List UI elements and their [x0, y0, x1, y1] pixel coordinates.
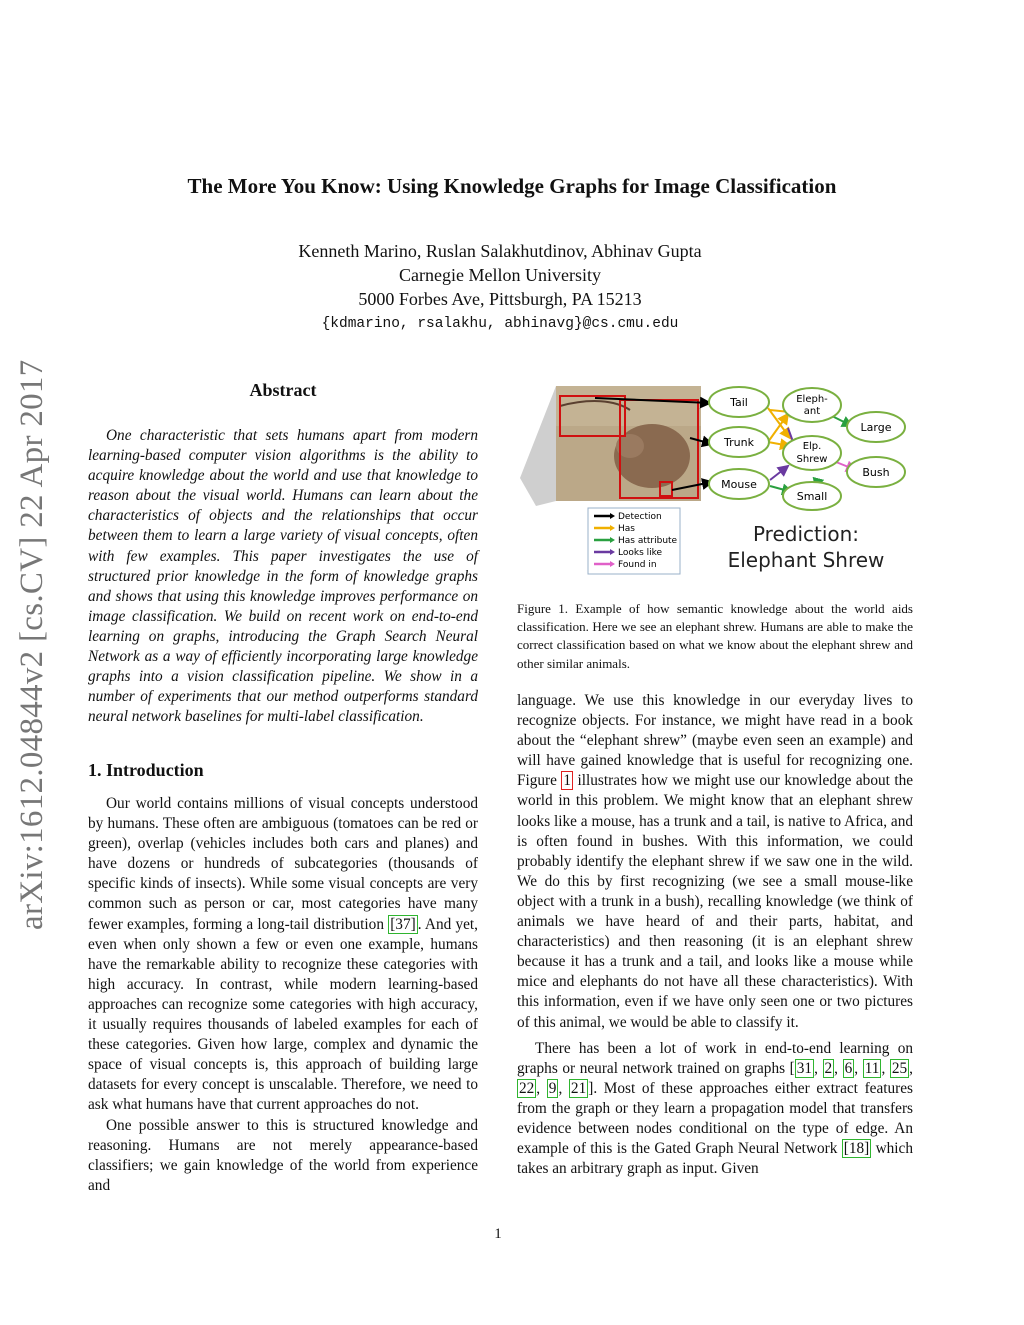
citation-link[interactable]: 22	[519, 1079, 535, 1097]
node-bush	[847, 457, 905, 487]
figure-reference-link[interactable]: 1	[563, 772, 572, 790]
svg-text:Tail: Tail	[730, 396, 748, 409]
abstract-body	[88, 426, 478, 727]
text-span: . Most of these approaches either extract features from the graph or they learn a propagation model that transfers evidence between nodes conditional on the type of edge. An example of this is the Gated Graph Neural Network	[517, 1079, 913, 1158]
abstract-text: One characteristic that sets humans apart from modern learning-based computer vision algorithms is the ability to acquire knowledge about the world and use that knowledge to reason about the visual world. Humans can learn about the characteristics of objects and the relationships that occur between them to learn a large variety of visual concepts, often with few examples. This paper investigates the use of structured prior knowledge in the form of knowledge graphs and shows that using this knowledge improves performance on image classification. We build on recent work on end-to-end learning on graphs, introducing the Graph Search Neural Network as a way of efficiently incorporating large knowledge graphs into a vision classification pipeline. We show in a number of experiments that our method outperforms standard neural network baselines for multi-label classification.	[88, 427, 478, 726]
page-number: 1	[494, 1226, 502, 1242]
prediction-value: Elephant Shrew	[727, 548, 885, 572]
address: 5000 Forbes Ave, Pittsburgh, PA 15213	[358, 289, 642, 309]
svg-text:Trunk: Trunk	[724, 436, 754, 449]
svg-text:Shrew: Shrew	[796, 454, 828, 465]
legend-label: Found in	[618, 560, 657, 570]
node-large	[847, 412, 905, 442]
citation-link[interactable]: 11	[864, 1059, 880, 1077]
svg-text:Eleph-: Eleph-	[796, 394, 828, 405]
svg-text:Elp.: Elp.	[802, 441, 822, 452]
abstract-heading: Abstract	[249, 380, 317, 400]
legend-label: Has	[618, 524, 635, 534]
citation-link[interactable]: 6	[844, 1059, 853, 1077]
figure-1	[520, 378, 920, 588]
figure-legend	[588, 508, 680, 574]
intro-body	[88, 794, 478, 1196]
legend-label: Looks like	[618, 548, 663, 558]
legend-label: Detection	[618, 512, 662, 522]
right-column-body	[517, 691, 913, 1179]
citation-link[interactable]: [37]	[390, 915, 416, 933]
text-span: Our world contains millions of visual concepts understood by humans. These often are ambiguous (tomatoes can be red or green), overlap (vehicles includes both cars and planes) and have dozens or hundreds of subcategories (thousands of specific kinds of insects). While some visual concepts are very common such as person or car, most categories have many fewer examples, forming a long-tail distribution	[88, 795, 478, 933]
right-paragraph-1	[517, 691, 913, 1033]
intro-paragraph-2: One possible answer to this is structured knowledge and reasoning. Humans are not merely appearance-based classifiers; we gain knowledge of the world from experience and	[88, 1116, 478, 1194]
citation-link[interactable]: [18]	[843, 1140, 870, 1158]
shrew-photo	[520, 386, 701, 506]
node-trunk	[709, 427, 769, 457]
svg-text:Large: Large	[860, 421, 892, 434]
text-span: . And yet, even when only shown a few or even one example, humans have the remarkable ability to recognize these categories with high accuracy. In contrast, while modern learning-based approaches can recognize some categories with high accuracy, it usually requires thousands of labeled examples for each of these categories. Given how large, complex and dynamic the space of visual concepts is, this approach of building large datasets for every concept is unscalable. Therefore, we need to ask what humans have that current approaches do not.	[88, 915, 478, 1114]
node-mouse	[709, 469, 769, 499]
right-paragraph-2: There has been a lot of work in end-to-end learning on graphs or neural network trained on graphs [ 31 , 2 , 6 , 11 , 25 , 22 , 9 , 21 ]. Most of these approaches either extract features from the graph or they learn a propagation model that transfers evidence between nodes conditional on the type of edge. An example of this is the Gated Graph Neural Network [18] which takes an arbitrary graph as input. Given	[517, 1039, 913, 1178]
citation-link[interactable]: 9	[548, 1079, 557, 1097]
citation-link[interactable]: 31	[796, 1059, 813, 1077]
prediction-label: Prediction:	[752, 522, 860, 546]
svg-text:Small: Small	[796, 490, 828, 503]
node-tail	[709, 387, 769, 417]
svg-text:Mouse: Mouse	[721, 478, 757, 491]
svg-text:Bush: Bush	[862, 466, 890, 479]
node-elephant	[783, 388, 841, 422]
citation-link[interactable]: 2	[824, 1059, 833, 1077]
svg-text:ant: ant	[803, 406, 821, 417]
authors: Kenneth Marino, Ruslan Salakhutdinov, Abhinav Gupta	[298, 241, 702, 261]
paper-title: The More You Know: Using Knowledge Graphs for Image Classification	[187, 174, 837, 198]
legend-label: Has attribute	[618, 536, 678, 546]
node-small	[783, 482, 841, 510]
email: {kdmarino, rsalakhu, abhinavg}@cs.cmu.edu	[321, 316, 679, 332]
intro-paragraph-1	[88, 794, 478, 1116]
text-span: language. We use this knowledge in our everyday lives to recognize objects. For instance, we might have read in a book about the “elephant shrew” (maybe even seen an example) and will have gained knowledge that is useful for recognizing one. Figure	[517, 692, 913, 790]
arxiv-stamp: arXiv:1612.04844v2 [cs.CV] 22 Apr 2017	[14, 359, 50, 930]
node-elephant-shrew	[783, 436, 841, 470]
section-heading-introduction: 1. Introduction	[88, 760, 204, 780]
text-span: There has been a lot of work in end-to-end learning on graphs or neural network trained on graphs	[517, 1039, 913, 1077]
citation-link[interactable]: 25	[891, 1059, 908, 1077]
citation-link[interactable]: 21	[570, 1079, 587, 1097]
text-span: which takes an arbitrary graph as input. Given	[517, 1140, 913, 1178]
citation-list: 31 , 2 , 6 , 11 , 25 , 22 , 9 , 21	[519, 1059, 913, 1097]
affiliation: Carnegie Mellon University	[399, 265, 601, 285]
figure-1-caption: Figure 1. Example of how semantic knowledge about the world aids classification. Here we see an elephant shrew. Humans are able to make the correct classification based on what we know about the elephant shrew and other similar animals.	[517, 601, 913, 671]
text-span: illustrates how we might use our knowledge about the world in this problem. We might know that an elephant shrew looks like a mouse, has a trunk and a tail, is native to Africa, and is often found in bushes. With this information, we could probably identify the elephant shrew if we saw one in the wild. We do this by first recognizing (we see a small mouse-like object with a trunk in a bush), recalling knowledge (we think of animals we have heard of and their parts, habitat, and characteristics) and then reasoning (it is an elephant shrew because it has a trunk and a tail, and looks like a mouse while mice and elephants do not have all these characteristics). With this information, even if we have only seen one or two pictures of this animal, we would be able to classify it.	[517, 772, 914, 1031]
